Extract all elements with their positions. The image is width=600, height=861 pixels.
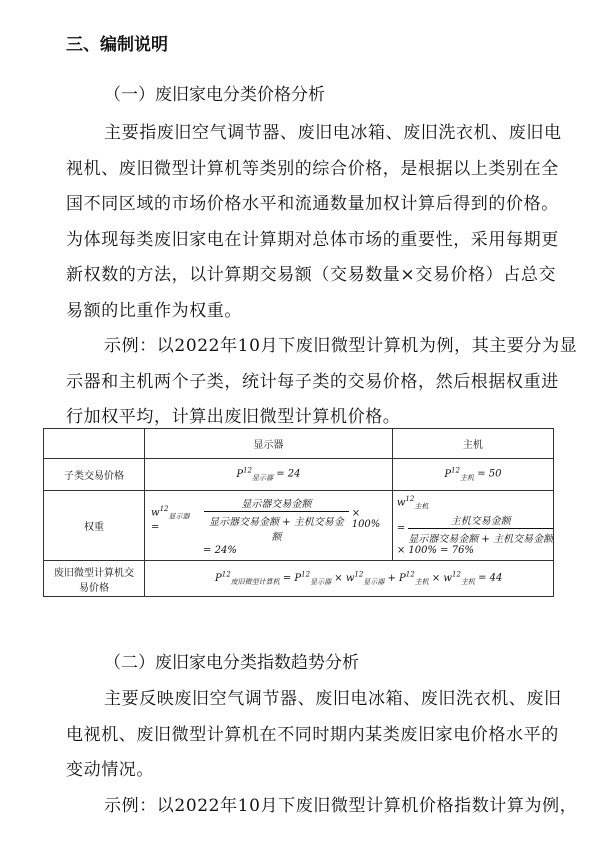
sub: 主机 <box>414 577 429 586</box>
para2-line-3: 行加权平均，计算出废旧微型计算机价格。 <box>66 407 401 427</box>
row-label-price: 子类交易价格 <box>44 459 145 491</box>
para3-line-2: 电视机、废旧微型计算机在不同时期内某类废旧家电价格水平的 <box>66 725 559 745</box>
sub: 主机 <box>414 502 429 511</box>
host-weight-result: × 100% = 76% <box>396 544 474 556</box>
sub: 主机 <box>460 577 475 586</box>
sup: 12 <box>301 570 311 579</box>
sub: 主机 <box>460 473 474 482</box>
monitor-weight-denominator: 显示器交易金额 + 主机交易金额 <box>209 517 344 543</box>
subsection-title-1: （一）废旧家电分类价格分析 <box>104 85 325 105</box>
sup: 12 <box>243 466 253 475</box>
monitor-price-value: = 24 <box>276 468 301 480</box>
sup: 12 <box>405 570 415 579</box>
sup: 12 <box>159 505 169 514</box>
sub: 显示器 <box>363 577 385 586</box>
para3-line-1: 主要反映废旧空气调节器、废旧电冰箱、废旧洗衣机、废旧 <box>104 689 562 709</box>
calculation-table <box>43 428 554 597</box>
para1-line-2: 视机、废旧微型计算机等类别的综合价格，是根据以上类别在全 <box>66 159 559 179</box>
sub: 显示器 <box>310 577 332 586</box>
monitor-times-pct: × 100% <box>351 508 381 530</box>
para2-line-2: 示器和主机两个子类，统计每子类的交易价格，然后根据权重进 <box>66 372 559 392</box>
row-label-weight: 权重 <box>44 491 145 561</box>
monitor-weight-cell: $w^{12}_{显示器}$ = $\frac{\text{显示器交易金额}}{\text{显示器交易金额 + 主机交易金额}}$ × 100% = 24% <box>145 491 393 561</box>
header-host: 主机 <box>392 429 553 459</box>
para1-line-1: 主要指废旧空气调节器、废旧电冰箱、废旧洗衣机、废旧电 <box>104 123 562 143</box>
row-label-total-line-2: 易价格 <box>79 582 110 594</box>
sup: 12 <box>354 570 364 579</box>
para1-line-4: 为体现每类废旧家电在计算期对总体市场的重要性，采用每期更 <box>66 230 559 250</box>
para2-line-1: 示例：以2022年10月下废旧微型计算机为例，其主要分为显 <box>104 336 578 356</box>
row-label-total-line-1: 废旧微型计算机交 <box>54 567 135 579</box>
header-empty-cell <box>44 429 145 459</box>
sup: 12 <box>451 466 460 475</box>
para1-line-6: 易额的比重作为权重。 <box>66 301 242 321</box>
section-title: 三、编制说明 <box>66 35 168 55</box>
monitor-price-cell: $P^{12}_{显示器} = 24$ <box>145 459 393 491</box>
host-weight-numerator: 主机交易金额 <box>408 512 553 529</box>
para1-line-3: 国不同区域的市场价格水平和流通数量加权计算后得到的价格。 <box>66 194 559 214</box>
sub: 显示器 <box>252 473 274 482</box>
host-price-value: = 50 <box>477 468 502 480</box>
host-weight-cell: $w^{12}_{主机}$ = $\frac{\text{主机交易金额}}{\text{显示器交易金额 + 主机交易金额}}$ × 100% = 76% <box>392 491 553 561</box>
para1-line-5: 新权数的方法，以计算期交易额（交易数量×交易价格）占总交 <box>66 265 557 285</box>
para3-line-3: 变动情况。 <box>66 760 154 780</box>
monitor-weight-result: = 24% <box>203 545 237 556</box>
sub: 显示器 <box>168 512 190 521</box>
sub: 废旧微型计算机 <box>230 577 280 586</box>
monitor-weight-numerator: 显示器交易金额 <box>204 495 349 512</box>
sup: 12 <box>221 570 231 579</box>
total-price-value: = 44 <box>478 572 503 584</box>
subsection-title-2: （二）废旧家电分类指数趋势分析 <box>104 653 359 673</box>
row-label-total <box>44 561 145 597</box>
header-monitor: 显示器 <box>145 429 393 459</box>
host-price-cell: $P^{12}_{主机} = 50$ <box>392 459 553 491</box>
host-weight-denominator: 显示器交易金额 + 主机交易金额 <box>408 533 553 545</box>
sup: 12 <box>451 570 461 579</box>
para4-line-1: 示例：以2022年10月下废旧微型计算机价格指数计算为例， <box>104 796 578 816</box>
total-formula-cell: $P^{12}_{废旧微型计算机} = P^{12}_{显示器} \times w^{12}_{显示器} + P^{12}_{主机} \times w^{12}_{主机} = 44$ <box>145 561 554 597</box>
sup: 12 <box>405 495 415 504</box>
